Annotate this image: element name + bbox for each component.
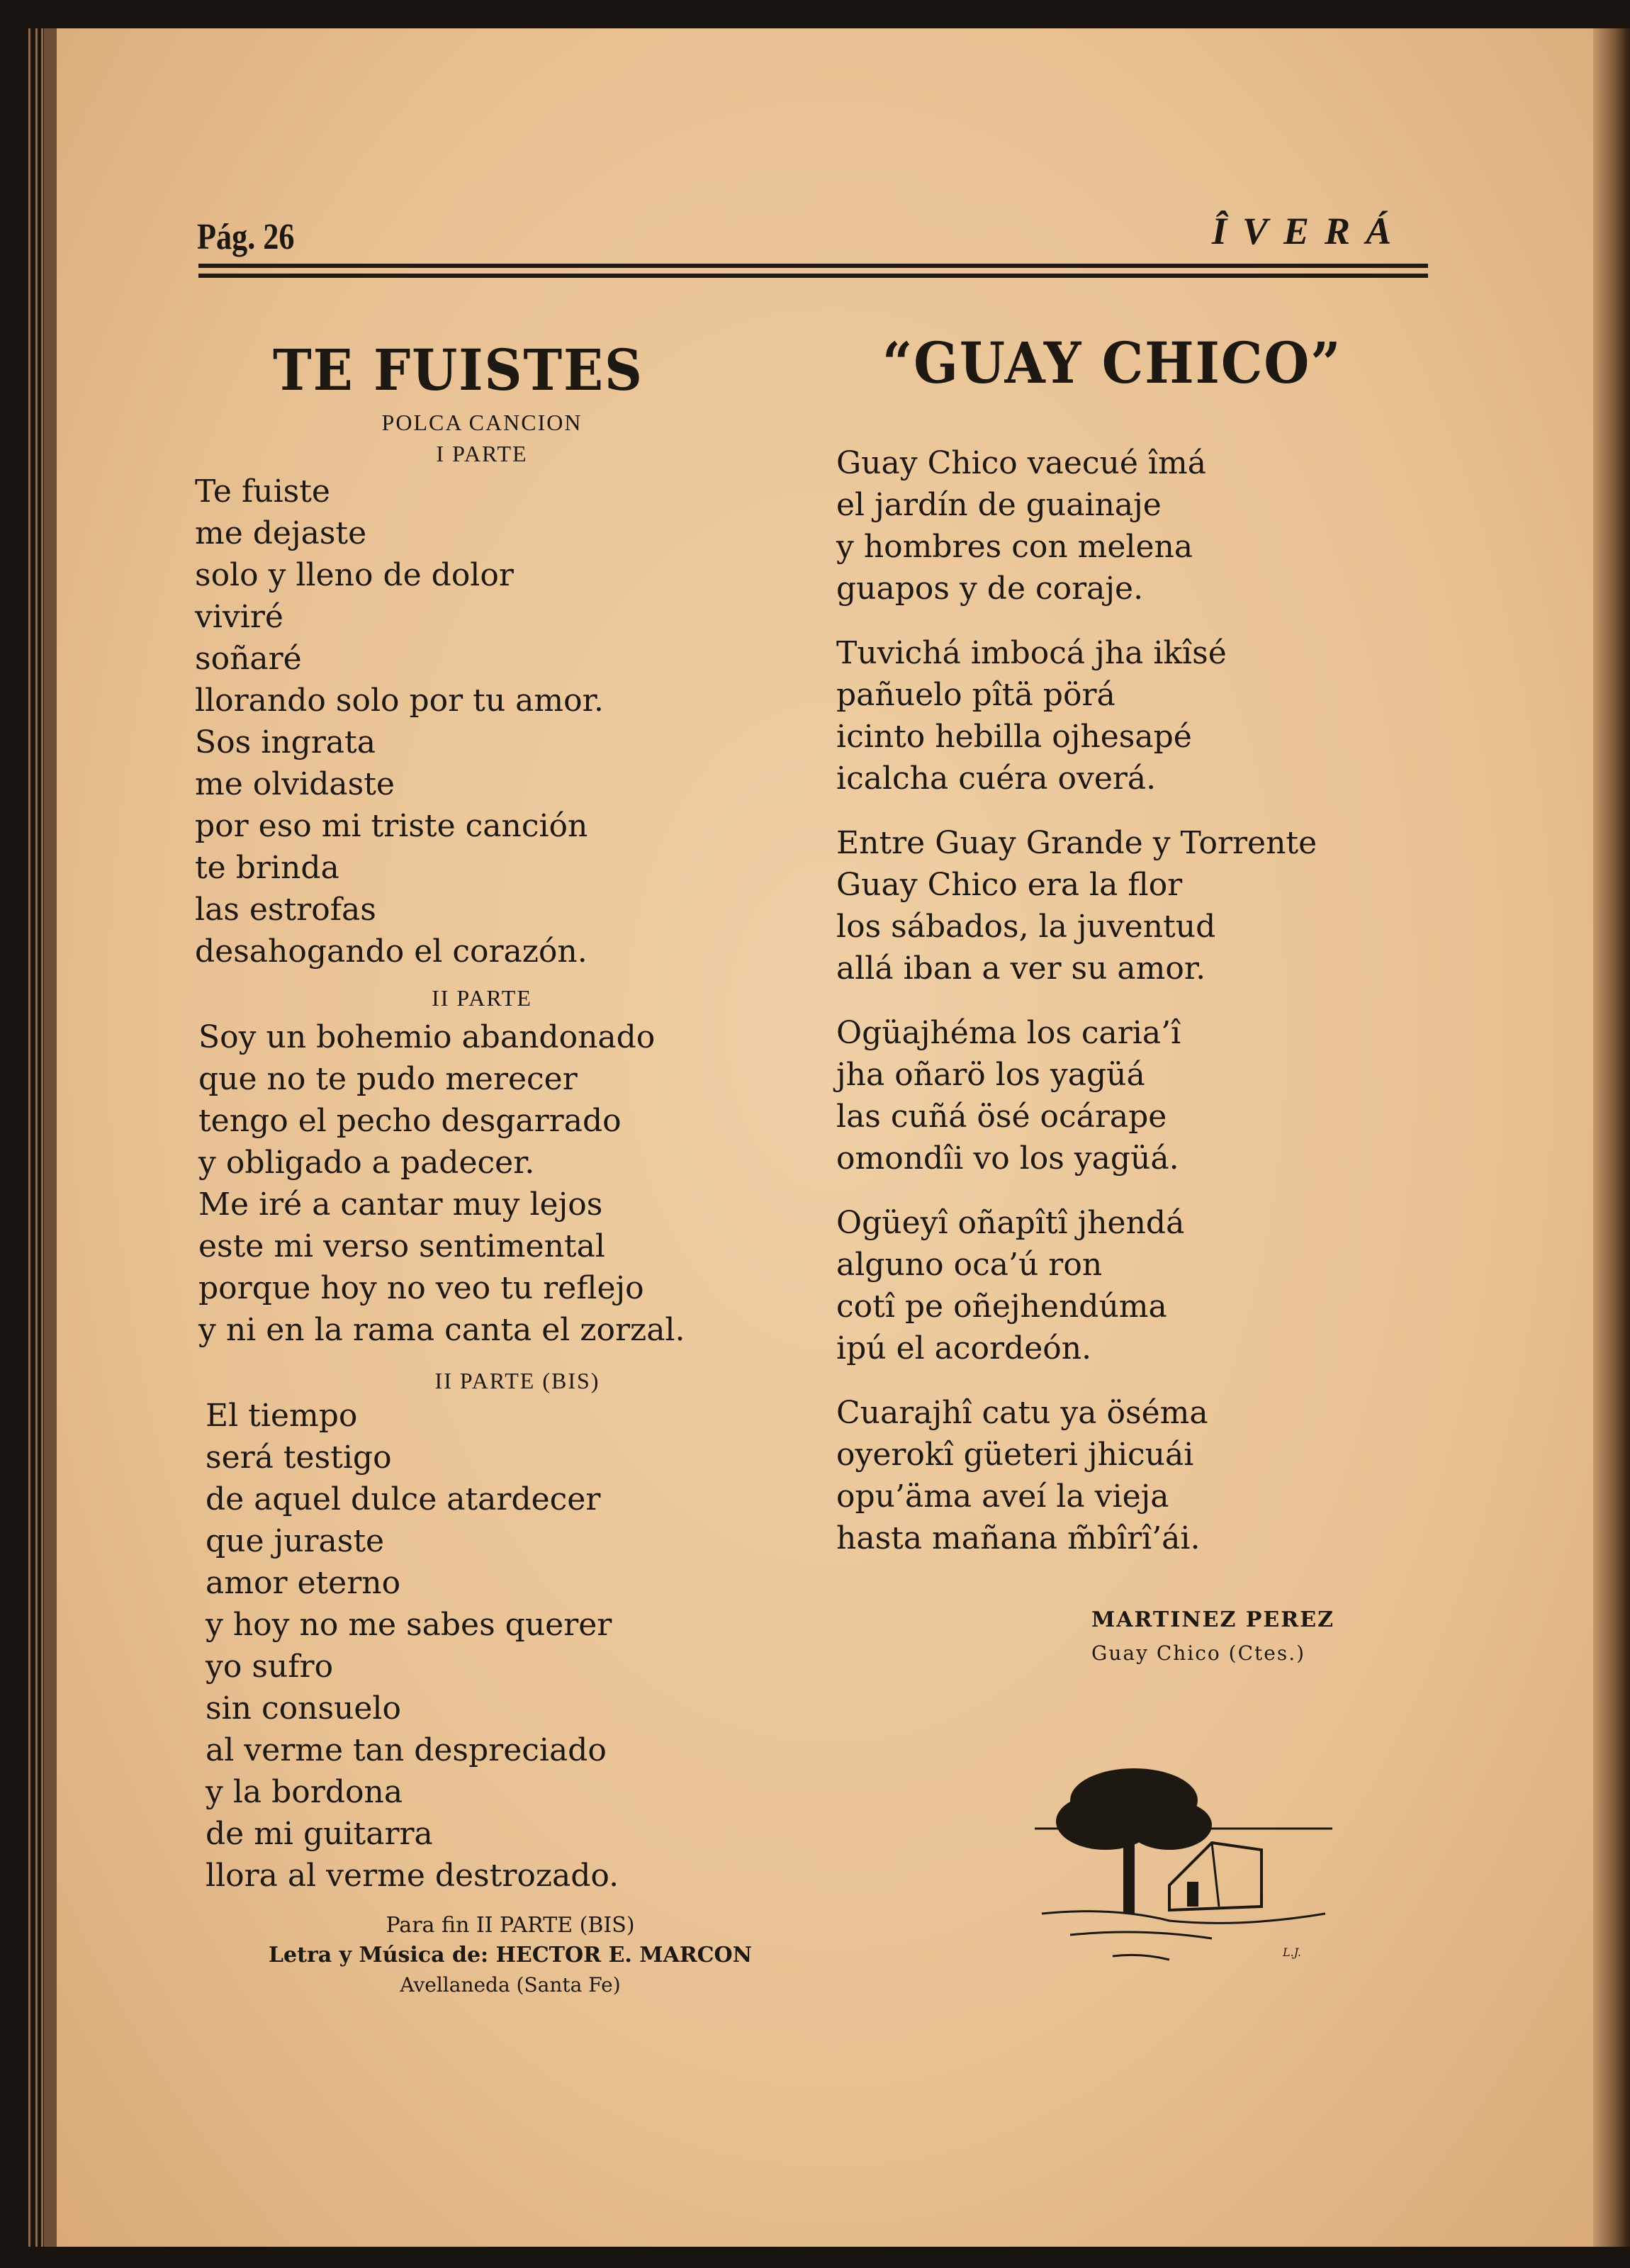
- lyrics-part2: [198, 1016, 685, 1351]
- lyric-line: Ogüeyî oñapîtî jhendá: [836, 1205, 1185, 1241]
- lyric-line: cotî pe oñejhendúma: [836, 1289, 1167, 1325]
- lyric-line: este mi verso sentimental: [198, 1228, 605, 1264]
- lyric-line: desahogando el corazón.: [195, 933, 588, 970]
- place: Avellaneda (Santa Fe): [400, 1973, 621, 1997]
- lyric-line: Tuvichá imbocá jha ikîsé: [836, 635, 1227, 671]
- lyric-line: hasta mañana m̃bîrî’ái.: [836, 1520, 1201, 1556]
- landscape-illustration: [1028, 1744, 1339, 1984]
- lyric-line: que no te pudo merecer: [198, 1061, 578, 1097]
- lyric-line: allá iban a ver su amor.: [836, 950, 1206, 987]
- place: Guay Chico (Ctes.): [1091, 1641, 1306, 1665]
- lyric-line: de mi guitarra: [206, 1816, 433, 1852]
- lyric-line: jha oñarö los yagüá: [836, 1057, 1145, 1093]
- lyric-line: que juraste: [206, 1523, 385, 1559]
- right-lyrics: [836, 442, 1317, 1582]
- stanza: [836, 632, 1317, 799]
- author: MARTINEZ PEREZ: [1091, 1607, 1334, 1632]
- lyric-line: oyerokî güeteri jhicuái: [836, 1437, 1194, 1473]
- right-song-title: “GUAY CHICO”: [882, 330, 1342, 396]
- lyric-line: llora al verme destrozado.: [206, 1858, 619, 1894]
- page-number: Pág. 26: [197, 217, 295, 257]
- stanza: [836, 1012, 1317, 1179]
- lyric-line: Guay Chico vaecué îmá: [836, 445, 1206, 481]
- credit-prefix: Letra y Música de:: [268, 1943, 489, 1967]
- stanza: [836, 1392, 1317, 1559]
- lyric-line: opu’äma aveí la vieja: [836, 1478, 1169, 1515]
- left-song-subtitle: POLCA CANCION: [381, 410, 583, 435]
- lyric-line: Me iré a cantar muy lejos: [198, 1186, 603, 1223]
- lyric-line: alguno oca’ú ron: [836, 1247, 1103, 1283]
- lyric-line: sin consuelo: [206, 1690, 401, 1727]
- credit-line: [191, 1941, 829, 1970]
- lyric-line: y hombres con melena: [836, 529, 1193, 565]
- stanza: [836, 822, 1317, 989]
- lyric-line: tengo el pecho desgarrado: [198, 1103, 622, 1139]
- lyric-line: amor eterno: [206, 1565, 401, 1601]
- lyric-line: Soy un bohemio abandonado: [198, 1019, 656, 1055]
- lyric-line: Ogüajhéma los caria’î: [836, 1015, 1181, 1051]
- page-edge: [35, 28, 38, 2247]
- header-rule: [198, 274, 1428, 278]
- lyrics-part3: [206, 1395, 619, 1897]
- lyric-line: y obligado a padecer.: [198, 1145, 535, 1181]
- lyric-line: llorando solo por tu amor.: [195, 683, 604, 719]
- lyric-line: las estrofas: [195, 892, 376, 928]
- lyric-line: icinto hebilla ojhesapé: [836, 719, 1192, 755]
- section-label: I PARTE: [436, 441, 528, 466]
- left-song-title: TE FUISTES: [273, 337, 643, 403]
- lyric-line: y la bordona: [206, 1774, 403, 1810]
- lyric-line: será testigo: [206, 1439, 392, 1476]
- note: Para fin II PARTE (BIS): [386, 1913, 635, 1938]
- lyric-line: Sos ingrata: [195, 724, 376, 760]
- stanza: [836, 1202, 1317, 1369]
- lyric-line: de aquel dulce atardecer: [206, 1481, 601, 1517]
- lyric-line: por eso mi triste canción: [195, 808, 588, 844]
- lyric-line: guapos y de coraje.: [836, 571, 1144, 607]
- lyric-line: omondîi vo los yagüá.: [836, 1140, 1179, 1177]
- header-rule: [198, 264, 1428, 268]
- lyric-line: porque hoy no veo tu reflejo: [198, 1270, 644, 1306]
- svg-text:L.J.: L.J.: [1283, 1946, 1301, 1959]
- lyric-line: Te fuiste: [195, 473, 330, 510]
- lyric-line: me olvidaste: [195, 766, 395, 802]
- lyric-line: icalcha cuéra overá.: [836, 760, 1157, 797]
- stanza: [836, 442, 1317, 610]
- lyric-line: ipú el acordeón.: [836, 1330, 1092, 1366]
- lyric-line: el jardín de guainaje: [836, 487, 1162, 523]
- page-edge: [28, 28, 30, 2247]
- book-spine: [1593, 28, 1630, 2247]
- page-edge: [41, 28, 43, 2247]
- lyric-line: solo y lleno de dolor: [195, 557, 514, 593]
- lyric-line: Cuarajhî catu ya öséma: [836, 1395, 1208, 1431]
- lyric-line: las cuñá ösé ocárape: [836, 1099, 1167, 1135]
- lyric-line: pañuelo pîtä pörá: [836, 677, 1115, 713]
- lyrics-part1: [195, 471, 604, 972]
- section-label: II PARTE: [432, 985, 532, 1011]
- lyric-line: yo sufro: [206, 1649, 334, 1685]
- lyric-line: soñaré: [195, 641, 302, 677]
- lyric-line: El tiempo: [206, 1398, 358, 1434]
- lyric-line: al verme tan despreciado: [206, 1732, 607, 1768]
- magazine-title: ÎVERÁ: [1212, 210, 1407, 252]
- lyric-line: Guay Chico era la flor: [836, 867, 1183, 903]
- section-label: II PARTE (BIS): [434, 1368, 600, 1393]
- lyric-line: Entre Guay Grande y Torrente: [836, 825, 1317, 861]
- lyric-line: y ni en la rama canta el zorzal.: [198, 1312, 685, 1348]
- lyric-line: los sábados, la juventud: [836, 909, 1216, 945]
- lyric-line: y hoy no me sabes querer: [206, 1607, 612, 1643]
- lyric-line: viviré: [195, 599, 283, 635]
- lyric-line: me dejaste: [195, 515, 367, 551]
- lyric-line: te brinda: [195, 850, 339, 886]
- author: HECTOR E. MARCON: [495, 1943, 753, 1967]
